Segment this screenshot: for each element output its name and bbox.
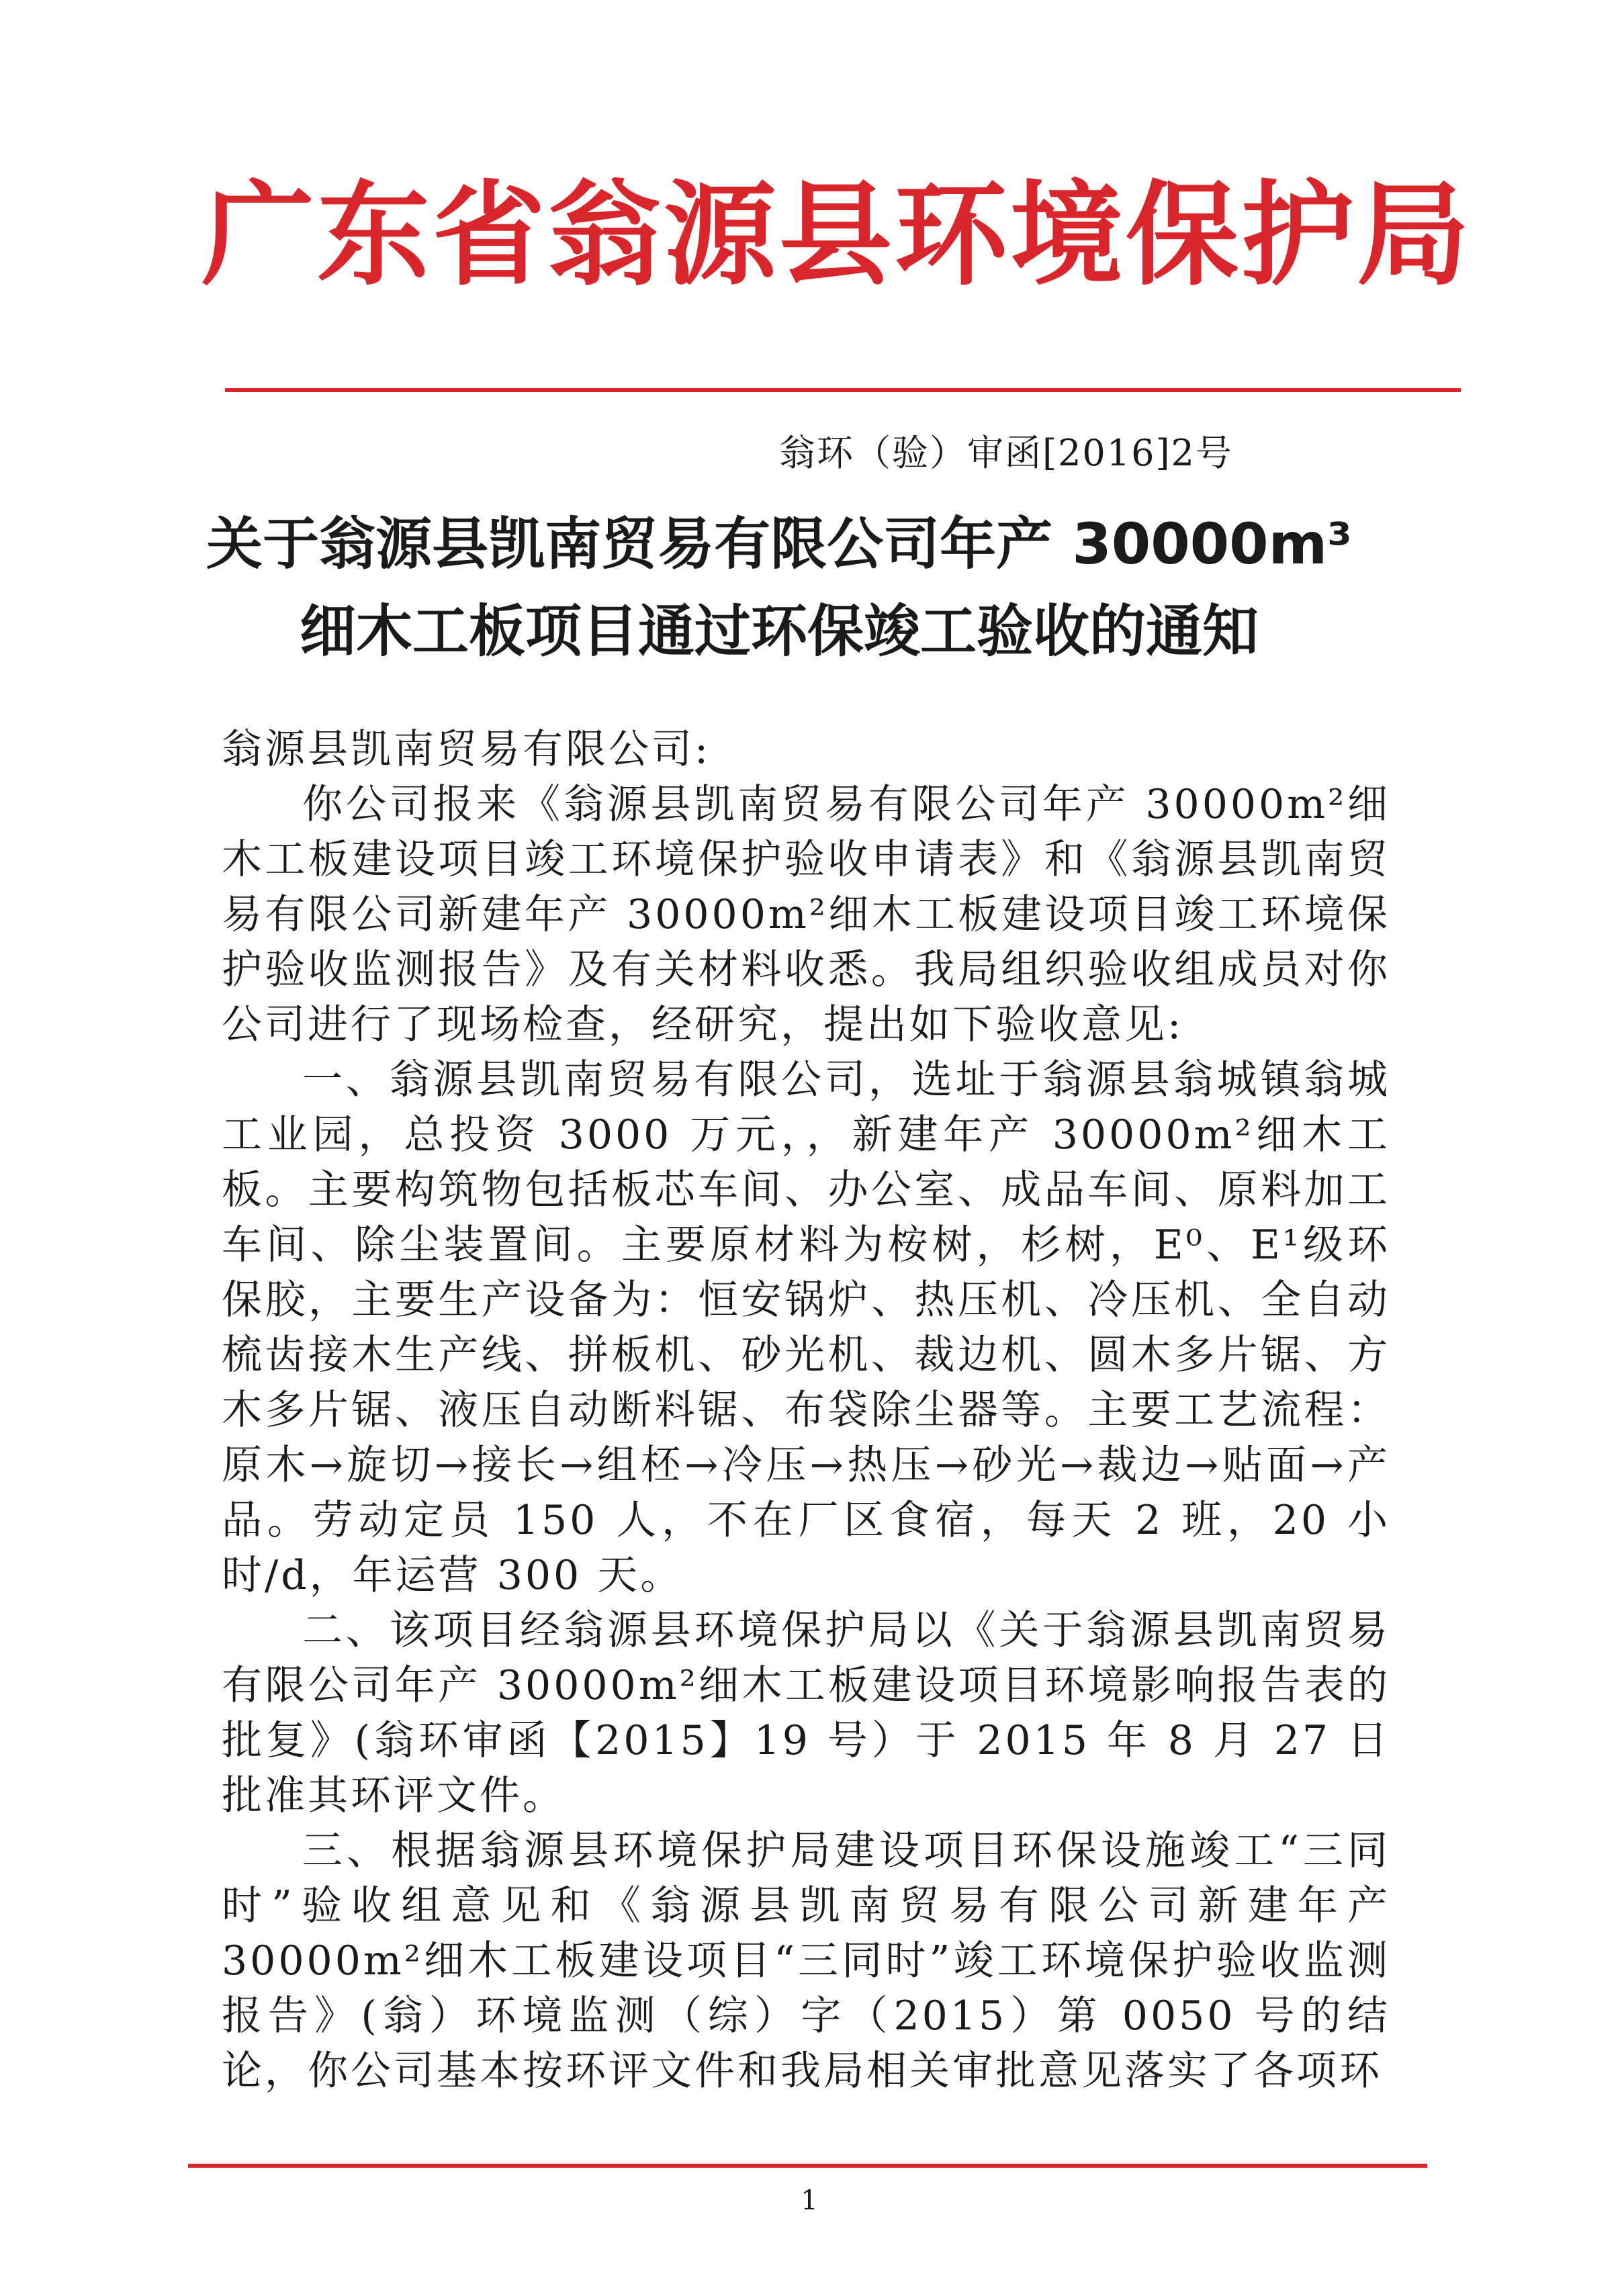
salutation: 翁源县凯南贸易有限公司: xyxy=(222,726,711,773)
document-body xyxy=(222,722,1390,2099)
body-paragraph-1: 一、翁源县凯南贸易有限公司，选址于翁源县翁城镇翁城工业园，总投资 3000 万元，，新建年产 30000m²细木工板。主要构筑物包括板芯车间、办公室、成品车间、原料加工车间、除尘装置间。主要原材料为桉树，杉树，E⁰、E¹级环保胶，主要生产设备为：恒安锅炉、热压机、冷压机、全自动梳齿接木生产线、拼板机、砂光机、裁边机、圆木多片锯、方木多片锯、液压自动断料锯、布袋除尘器等。主要工艺流程：原木→旋切→接长→组柸→冷压→热压→砂光→裁边→贴面→产品。劳动定员 150 人，不在厂区食宿，每天 2 班，20 小时/d，年运营 300 天。 xyxy=(222,1056,1390,1599)
title-line-1: 关于翁源县凯南贸易有限公司年产 30000m³ xyxy=(206,511,1352,577)
body-paragraph-3: 三、根据翁源县环境保护局建设项目环保设施竣工“三同时”验收组意见和《翁源县凯南贸易有限公司新建年产 30000m²细木工板建设项目“三同时”竣工环境保护验收监测报告》(翁）环境监测（综）字（2015）第 0050 号的结论，你公司基本按环评文件和我局相关审批意见落实了各项环 xyxy=(222,1827,1390,2095)
document-title xyxy=(134,500,1424,675)
title-line-2: 细木工板项目通过环保竣工验收的通知 xyxy=(299,598,1259,664)
agency-letterhead: 广东省翁源县环境保护局 xyxy=(201,169,1472,301)
letterhead-divider xyxy=(225,388,1461,392)
page-number: 1 xyxy=(801,2185,818,2216)
body-paragraph-intro: 你公司报来《翁源县凯南贸易有限公司年产 30000m²细木工板建设项目竣工环境保护验收申请表》和《翁源县凯南贸易有限公司新建年产 30000m²细木工板建设项目竣工环境保护验收监测报告》及有关材料收悉。我局组织验收组成员对你公司进行了现场检查，经研究，提出如下验收意见: xyxy=(222,781,1390,1048)
body-paragraph-2: 二、该项目经翁源县环境保护局以《关于翁源县凯南贸易有限公司年产 30000m²细木工板建设项目环境影响报告表的批复》(翁环审函【2015】19 号）于 2015 年 8 月 27 日批准其环评文件。 xyxy=(222,1607,1390,1819)
footer-divider xyxy=(188,2164,1427,2168)
document-number: 翁环（验）审函[2016]2号 xyxy=(779,432,1233,474)
